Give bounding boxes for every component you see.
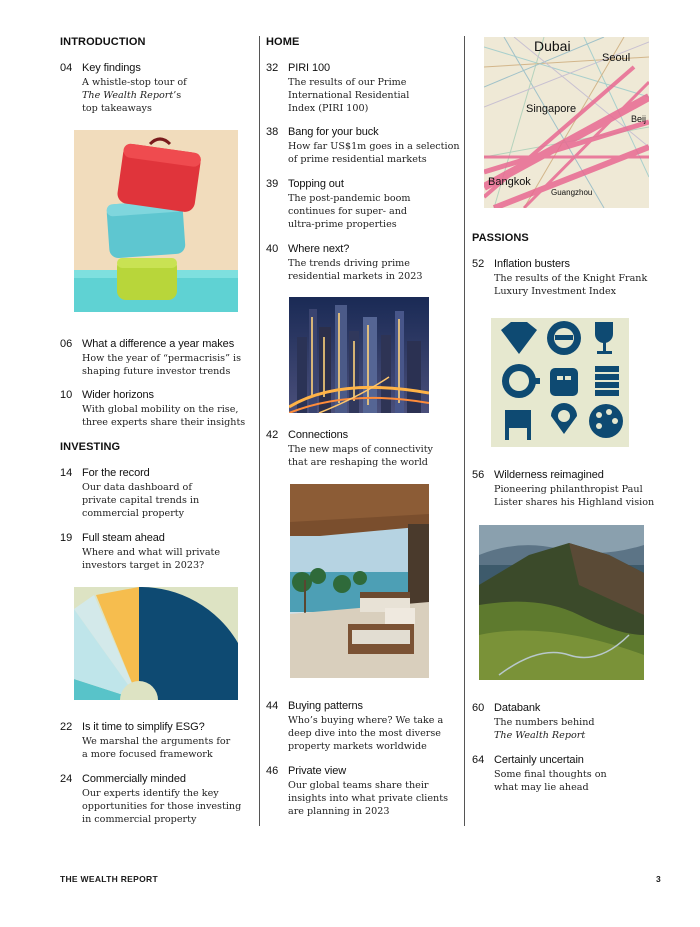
map-label-beij: Beij <box>631 114 647 124</box>
map-label-guangzhou: Guangzhou <box>551 188 593 197</box>
entry-bang-for-your-buck[interactable] <box>266 126 461 166</box>
entry-full-steam-ahead[interactable] <box>60 532 250 572</box>
entry-page-number: 64 <box>472 754 485 766</box>
entry-page-number: 19 <box>60 532 73 544</box>
entry-certainly-uncertain[interactable] <box>472 754 662 794</box>
entry-page-number: 10 <box>60 389 73 401</box>
entry-description: How far US$1m goes in a selection of prime residential markets <box>288 141 460 165</box>
entry-page-number: 56 <box>472 469 485 481</box>
entry-page-number: 46 <box>266 765 279 777</box>
luxury-icons-graphic <box>491 318 629 447</box>
entry-connections[interactable] <box>266 429 456 469</box>
entry-description: We marshal the arguments for a more focused framework <box>82 736 231 760</box>
entry-title: Databank <box>494 702 541 714</box>
entry-buying-patterns[interactable] <box>266 700 456 752</box>
map-label-bangkok: Bangkok <box>488 176 531 188</box>
entry-description: How the year of “permacrisis” is shaping future investor trends <box>82 353 242 377</box>
connectivity-map-image <box>484 37 649 208</box>
entry-simplify-esg[interactable] <box>60 721 250 761</box>
entry-title: Private view <box>288 765 347 777</box>
entry-title: Certainly uncertain <box>494 754 584 766</box>
entry-inflation-busters[interactable] <box>472 258 672 298</box>
map-label-dubai: Dubai <box>534 38 571 54</box>
entry-description: A whistle-stop tour of The Wealth Report’s top takeaways <box>82 77 187 114</box>
entry-description: With global mobility on the rise, three experts share their insights <box>82 404 246 428</box>
entry-private-view[interactable] <box>266 765 461 817</box>
entry-description: The trends driving prime residential markets in 2023 <box>288 258 423 282</box>
entry-title: Buying patterns <box>288 700 363 712</box>
entry-page-number: 44 <box>266 700 279 712</box>
entry-description: The post-pandemic boom continues for super- and ultra-prime properties <box>288 193 411 230</box>
entry-title: Bang for your buck <box>288 126 379 138</box>
handbag-icon <box>550 368 578 396</box>
entry-title: Where next? <box>288 243 350 255</box>
entry-databank[interactable] <box>472 702 662 742</box>
entry-page-number: 38 <box>266 126 279 138</box>
city-skyline-image <box>289 297 429 413</box>
entry-title: Inflation busters <box>494 258 570 270</box>
entry-for-the-record[interactable] <box>60 467 250 519</box>
entry-page-number: 06 <box>60 338 73 350</box>
entry-description: Pioneering philanthropist Paul Lister shares his Highland vision <box>494 484 655 508</box>
entry-wilderness-reimagined[interactable] <box>472 469 672 509</box>
entry-page-number: 39 <box>266 178 279 190</box>
entry-title: Connections <box>288 429 349 441</box>
entry-title: Full steam ahead <box>82 532 165 544</box>
entry-key-findings[interactable] <box>60 62 250 112</box>
entry-description: The numbers behind The Wealth Report <box>494 717 595 741</box>
entry-where-next[interactable] <box>266 243 456 283</box>
entry-topping-out[interactable] <box>266 178 456 230</box>
entry-title: For the record <box>82 467 150 479</box>
entry-description: Who’s buying where? We take a deep dive into the most diverse property markets worldwide <box>288 715 444 752</box>
page-number: 3 <box>656 874 661 884</box>
entry-page-number: 14 <box>60 467 73 479</box>
entry-title: Wider horizons <box>82 389 154 401</box>
entry-page-number: 60 <box>472 702 485 714</box>
entry-title: Is it time to simplify ESG? <box>82 721 205 733</box>
entry-page-number: 42 <box>266 429 279 441</box>
steering-wheel-icon <box>547 321 581 355</box>
entry-page-number: 22 <box>60 721 73 733</box>
footer-brand: THE WEALTH REPORT <box>60 874 158 884</box>
entry-piri-100[interactable] <box>266 62 456 114</box>
entry-title: PIRI 100 <box>288 62 331 74</box>
entry-page-number: 04 <box>60 62 73 74</box>
section-home: HOME <box>266 36 300 48</box>
map-label-singapore: Singapore <box>526 103 577 115</box>
entry-title: Commercially minded <box>82 773 186 785</box>
section-investing: INVESTING <box>60 441 121 453</box>
suitcases-image <box>74 130 238 312</box>
abstract-chart-graphic <box>74 587 238 700</box>
terrace-image <box>290 484 429 678</box>
section-passions: PASSIONS <box>472 232 529 244</box>
highland-landscape-image <box>479 525 644 680</box>
entry-wider-horizons[interactable] <box>60 389 255 429</box>
entry-what-a-difference[interactable] <box>60 338 255 378</box>
entry-page-number: 24 <box>60 773 73 785</box>
entry-description: Our global teams share their insights into what private clients are planning in 2023 <box>288 780 448 817</box>
entry-description: The results of our Prime International Residential Index (PIRI 100) <box>288 77 410 114</box>
entry-commercially-minded[interactable] <box>60 773 255 825</box>
entry-description: Our data dashboard of private capital trends in commercial property <box>82 482 200 519</box>
entry-page-number: 52 <box>472 258 485 270</box>
entry-page-number: 32 <box>266 62 279 74</box>
entry-description: The results of the Knight Frank Luxury Investment Index <box>494 273 648 297</box>
entry-title: Key findings <box>82 62 141 74</box>
entry-page-number: 40 <box>266 243 279 255</box>
entry-description: Our experts identify the key opportunities for those investing in commercial property <box>82 788 242 825</box>
section-introduction: INTRODUCTION <box>60 36 146 48</box>
entry-description: Where and what will private investors target in 2023? <box>82 547 221 571</box>
entry-title: Topping out <box>288 178 344 190</box>
palette-icon <box>589 404 623 438</box>
entry-title: What a difference a year makes <box>82 338 235 350</box>
column-divider-1 <box>259 36 260 826</box>
entry-description: Some final thoughts on what may lie ahead <box>494 769 607 793</box>
entry-description: The new maps of connectivity that are reshaping the world <box>288 444 433 468</box>
map-label-seoul: Seoul <box>602 52 631 64</box>
column-divider-2 <box>464 36 465 826</box>
entry-title: Wilderness reimagined <box>494 469 604 481</box>
